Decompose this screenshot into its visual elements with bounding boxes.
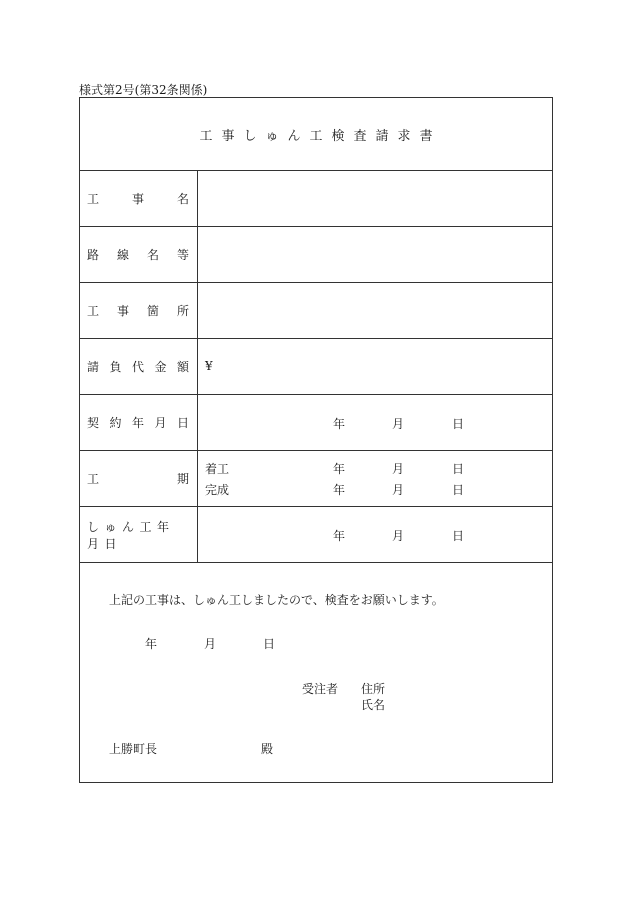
label-char: 額 [176, 360, 189, 374]
year-unit: 年 [333, 483, 346, 497]
year-unit: 年 [333, 462, 346, 476]
label-text: しゅん工年月日 [87, 519, 175, 551]
label-char: 契 [87, 416, 100, 430]
contract-date-field[interactable] [198, 395, 552, 450]
label-char: 所 [176, 304, 189, 318]
label-char: 名 [146, 248, 159, 262]
addressee: 上勝町長 [109, 742, 158, 756]
completion-date-label [80, 507, 198, 562]
completion-date-row [80, 507, 552, 563]
contract-amount-field[interactable] [198, 339, 552, 394]
route-name-row [80, 227, 552, 283]
name-label: 氏名 [361, 698, 386, 712]
label-char: 月 [154, 416, 167, 430]
month-unit: 月 [392, 417, 405, 431]
label-char: 箇 [146, 304, 159, 318]
period-label [80, 451, 198, 506]
contract-date-label [80, 395, 198, 450]
completion-date-field[interactable] [198, 507, 552, 562]
month-unit: 月 [392, 483, 405, 497]
construction-name-label [80, 171, 198, 226]
location-label [80, 283, 198, 338]
label-char: 線 [116, 248, 129, 262]
request-text: 上記の工事は、しゅん工しましたので、検査をお願いします。 [109, 593, 444, 607]
construction-name-field[interactable] [198, 171, 552, 226]
month-unit: 月 [392, 462, 405, 476]
label-char: 請 [87, 360, 100, 374]
yen-symbol: ¥ [205, 359, 213, 373]
label-char: 期 [176, 472, 189, 486]
address-label: 住所 [361, 682, 386, 696]
contract-amount-row [80, 339, 552, 395]
label-char: 金 [154, 360, 167, 374]
year-unit: 年 [333, 529, 346, 543]
label-char: 事 [131, 192, 144, 206]
label-char: 工 [87, 472, 100, 486]
label-char: 事 [116, 304, 129, 318]
period-field[interactable] [198, 451, 552, 506]
label-char: 約 [109, 416, 122, 430]
construction-name-row [80, 171, 552, 227]
label-char: 等 [176, 248, 189, 262]
location-row [80, 283, 552, 339]
route-name-field[interactable] [198, 227, 552, 282]
start-date-line [198, 460, 552, 476]
route-name-label [80, 227, 198, 282]
request-form [79, 97, 553, 783]
label-char: 年 [131, 416, 144, 430]
label-char: 名 [176, 192, 189, 206]
month-unit: 月 [204, 637, 217, 651]
form-number-label: 様式第2号(第32条関係) [79, 83, 208, 97]
month-unit: 月 [392, 529, 405, 543]
label-char: 日 [176, 416, 189, 430]
end-date-line [198, 481, 552, 497]
year-unit: 年 [333, 417, 346, 431]
declaration-section [80, 563, 552, 782]
label-char: 代 [131, 360, 144, 374]
label-char: 路 [87, 248, 100, 262]
day-unit: 日 [452, 417, 465, 431]
contractor-label: 受注者 [302, 682, 339, 696]
form-title: 工事しゅん工検査請求書 [199, 128, 442, 144]
day-unit: 日 [263, 637, 276, 651]
day-unit: 日 [452, 483, 465, 497]
location-field[interactable] [198, 283, 552, 338]
period-row [80, 451, 552, 507]
label-char: 工 [87, 304, 100, 318]
contract-amount-label [80, 339, 198, 394]
honorific: 殿 [261, 742, 274, 756]
year-unit: 年 [145, 637, 158, 651]
label-char: 工 [87, 192, 100, 206]
title-row [80, 98, 552, 171]
day-unit: 日 [452, 462, 465, 476]
day-unit: 日 [452, 529, 465, 543]
contract-date-row [80, 395, 552, 451]
end-label: 完成 [205, 483, 230, 497]
label-char: 負 [109, 360, 122, 374]
start-label: 着工 [205, 462, 230, 476]
